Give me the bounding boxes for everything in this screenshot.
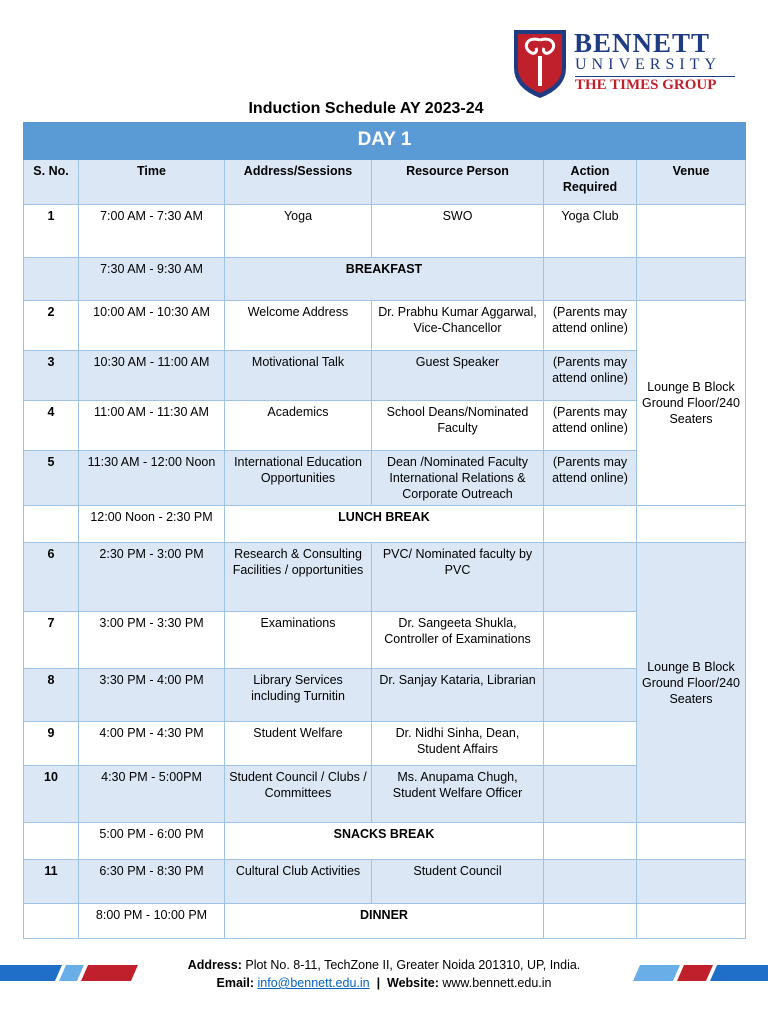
row-time: 12:00 Noon - 2:30 PM bbox=[79, 506, 225, 543]
row-sno bbox=[24, 904, 79, 939]
header-time: Time bbox=[79, 160, 225, 205]
header-sessions: Address/Sessions bbox=[225, 160, 372, 205]
row-time: 4:00 PM - 4:30 PM bbox=[79, 722, 225, 766]
row-sno: 10 bbox=[24, 766, 79, 823]
footer-separator: | bbox=[376, 976, 381, 990]
break-label: SNACKS BREAK bbox=[225, 823, 544, 860]
table-row bbox=[24, 205, 746, 258]
website-text: www.bennett.edu.in bbox=[442, 976, 552, 990]
row-time: 10:00 AM - 10:30 AM bbox=[79, 301, 225, 351]
row-time: 8:00 PM - 10:00 PM bbox=[79, 904, 225, 939]
row-person: School Deans/Nominated Faculty bbox=[372, 401, 544, 451]
row-sno: 7 bbox=[24, 612, 79, 669]
row-person: SWO bbox=[372, 205, 544, 258]
row-time: 11:30 AM - 12:00 Noon bbox=[79, 451, 225, 506]
row-time: 7:00 AM - 7:30 AM bbox=[79, 205, 225, 258]
row-session: Student Welfare bbox=[225, 722, 372, 766]
row-session: Academics bbox=[225, 401, 372, 451]
row-action: (Parents may attend online) bbox=[544, 451, 637, 506]
row-action bbox=[544, 904, 637, 939]
row-venue bbox=[637, 860, 746, 904]
row-sno: 1 bbox=[24, 205, 79, 258]
decorative-stripes-right bbox=[633, 965, 768, 981]
row-time: 11:00 AM - 11:30 AM bbox=[79, 401, 225, 451]
address-text: Plot No. 8-11, TechZone II, Greater Noida 201310, UP, India. bbox=[245, 958, 581, 972]
logo-group: THE TIMES GROUP bbox=[575, 77, 717, 93]
row-person: Dr. Sanjay Kataria, Librarian bbox=[372, 669, 544, 722]
header-venue: Venue bbox=[637, 160, 746, 205]
row-person: PVC/ Nominated faculty by PVC bbox=[372, 543, 544, 612]
row-action: (Parents may attend online) bbox=[544, 401, 637, 451]
row-action bbox=[544, 612, 637, 669]
row-venue bbox=[637, 904, 746, 939]
row-session: Research & Consulting Facilities / opportunities bbox=[225, 543, 372, 612]
row-sno: 4 bbox=[24, 401, 79, 451]
row-session: Motivational Talk bbox=[225, 351, 372, 401]
break-label: LUNCH BREAK bbox=[225, 506, 544, 543]
row-action bbox=[544, 823, 637, 860]
university-crest-icon bbox=[512, 26, 568, 100]
table-header-row bbox=[24, 160, 746, 205]
day-label: DAY 1 bbox=[24, 123, 746, 160]
row-time: 7:30 AM - 9:30 AM bbox=[79, 258, 225, 301]
row-time: 2:30 PM - 3:00 PM bbox=[79, 543, 225, 612]
table-row bbox=[24, 543, 746, 612]
row-action: (Parents may attend online) bbox=[544, 301, 637, 351]
row-person: Dr. Nidhi Sinha, Dean, Student Affairs bbox=[372, 722, 544, 766]
break-row bbox=[24, 258, 746, 301]
row-person: Student Council bbox=[372, 860, 544, 904]
row-venue bbox=[637, 506, 746, 543]
break-label: BREAKFAST bbox=[225, 258, 544, 301]
email-label: Email: bbox=[216, 976, 255, 990]
row-time: 3:30 PM - 4:00 PM bbox=[79, 669, 225, 722]
row-person: Dr. Sangeeta Shukla, Controller of Examinations bbox=[372, 612, 544, 669]
schedule-table bbox=[23, 122, 746, 939]
row-session: International Education Opportunities bbox=[225, 451, 372, 506]
bennett-logo bbox=[512, 26, 742, 100]
row-time: 5:00 PM - 6:00 PM bbox=[79, 823, 225, 860]
break-row bbox=[24, 506, 746, 543]
row-session: Yoga bbox=[225, 205, 372, 258]
break-row bbox=[24, 823, 746, 860]
row-action bbox=[544, 506, 637, 543]
row-sno: 8 bbox=[24, 669, 79, 722]
header-sno: S. No. bbox=[24, 160, 79, 205]
break-row bbox=[24, 904, 746, 939]
row-time: 6:30 PM - 8:30 PM bbox=[79, 860, 225, 904]
venue-morning: Lounge B Block Ground Floor/240 Seaters bbox=[637, 301, 746, 506]
logo-name: BENNETT bbox=[574, 28, 711, 58]
row-sno: 11 bbox=[24, 860, 79, 904]
row-sno: 6 bbox=[24, 543, 79, 612]
email-link[interactable]: info@bennett.edu.in bbox=[257, 976, 370, 990]
row-time: 10:30 AM - 11:00 AM bbox=[79, 351, 225, 401]
row-session: Library Services including Turnitin bbox=[225, 669, 372, 722]
row-sno: 9 bbox=[24, 722, 79, 766]
venue-afternoon: Lounge B Block Ground Floor/240 Seaters bbox=[637, 543, 746, 823]
row-person: Dean /Nominated Faculty International Relations & Corporate Outreach bbox=[372, 451, 544, 506]
row-person: Dr. Prabhu Kumar Aggarwal, Vice-Chancellor bbox=[372, 301, 544, 351]
table-row bbox=[24, 301, 746, 351]
row-venue bbox=[637, 258, 746, 301]
header-resource-person: Resource Person bbox=[372, 160, 544, 205]
page-title: Induction Schedule AY 2023-24 bbox=[248, 100, 484, 117]
row-session: Cultural Club Activities bbox=[225, 860, 372, 904]
row-action bbox=[544, 860, 637, 904]
row-person: Ms. Anupama Chugh, Student Welfare Officer bbox=[372, 766, 544, 823]
header-action-required: Action Required bbox=[544, 160, 637, 205]
day-banner-row bbox=[24, 123, 746, 160]
row-time: 3:00 PM - 3:30 PM bbox=[79, 612, 225, 669]
address-label: Address: bbox=[187, 958, 242, 972]
row-venue bbox=[637, 205, 746, 258]
break-label: DINNER bbox=[225, 904, 544, 939]
row-sno bbox=[24, 506, 79, 543]
row-sno: 2 bbox=[24, 301, 79, 351]
row-sno bbox=[24, 823, 79, 860]
logo-subtitle: UNIVERSITY bbox=[575, 56, 721, 73]
row-action: (Parents may attend online) bbox=[544, 351, 637, 401]
row-session: Examinations bbox=[225, 612, 372, 669]
row-action bbox=[544, 543, 637, 612]
row-action: Yoga Club bbox=[544, 205, 637, 258]
row-action bbox=[544, 766, 637, 823]
row-sno: 5 bbox=[24, 451, 79, 506]
row-session: Student Council / Clubs / Committees bbox=[225, 766, 372, 823]
row-sno: 3 bbox=[24, 351, 79, 401]
table-row bbox=[24, 860, 746, 904]
row-sno bbox=[24, 258, 79, 301]
row-person: Guest Speaker bbox=[372, 351, 544, 401]
website-label: Website: bbox=[387, 976, 439, 990]
row-action bbox=[544, 722, 637, 766]
row-session: Welcome Address bbox=[225, 301, 372, 351]
row-time: 4:30 PM - 5:00PM bbox=[79, 766, 225, 823]
row-action bbox=[544, 258, 637, 301]
row-venue bbox=[637, 823, 746, 860]
row-action bbox=[544, 669, 637, 722]
